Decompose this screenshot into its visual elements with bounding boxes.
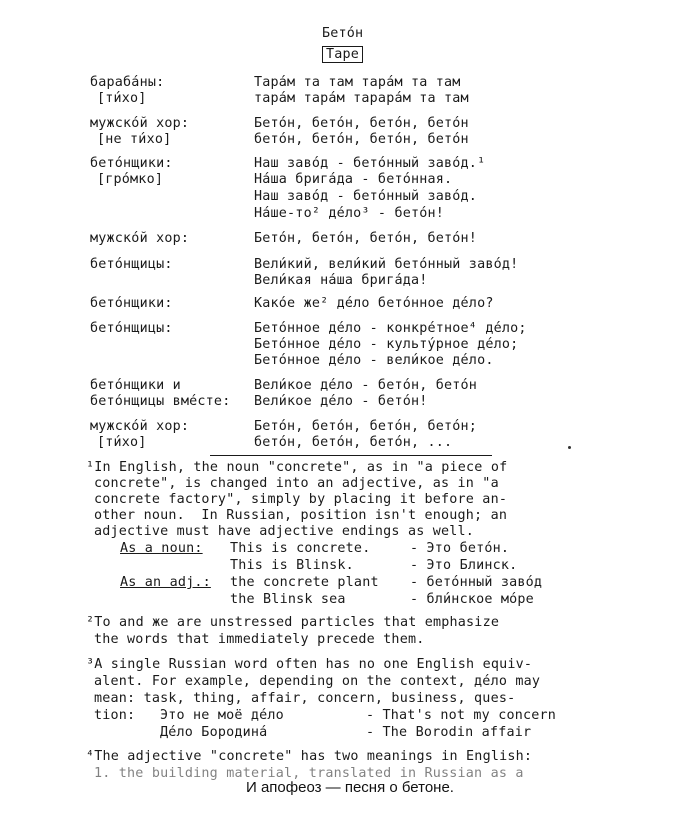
example-english: This is concrete. <box>230 541 371 556</box>
speaker-label: бето́нщицы вме́сте: <box>90 394 231 409</box>
scan-speck <box>568 446 571 449</box>
verse-line: Вели́кое де́ло - бето́н, бето́н <box>254 378 478 393</box>
footnote-line: mean: task, thing, affair, concern, business, ques- <box>94 691 516 706</box>
example-russian: - бли́нское мо́ре <box>410 592 534 607</box>
page-subtitle-box: Tape <box>322 46 363 63</box>
example-english: the Blinsk sea <box>230 592 346 607</box>
verse-line: Наш заво́д - бето́нный заво́д. <box>254 189 478 204</box>
verse-line: На́ша брига́да - бето́нная. <box>254 172 453 187</box>
speaker-label: мужско́й хор: <box>90 419 190 434</box>
example-russian: Это не моё де́ло <box>160 708 284 723</box>
verse-line: Бето́нное де́ло - культу́рное де́ло; <box>254 337 519 352</box>
speaker-label: бараба́ны: <box>90 75 165 90</box>
speaker-label: мужско́й хор: <box>90 231 190 246</box>
speaker-label: бето́нщики: <box>90 296 173 311</box>
example-english: - That's not my concern <box>366 708 557 723</box>
speaker-label: бето́нщицы: <box>90 257 173 272</box>
footnote-line: concrete", is changed into an adjective, as in "a <box>94 476 499 491</box>
example-english: - The Borodin affair <box>366 725 532 740</box>
speaker-label: мужско́й хор: <box>90 116 190 131</box>
example-label: As an adj.: <box>120 575 211 590</box>
example-english: the concrete plant <box>230 575 379 590</box>
verse-line: Вели́кая на́ша брига́да! <box>254 273 428 288</box>
footnote-line: ¹In English, the noun "concrete", as in "a piece of <box>86 460 508 475</box>
verse-line: бето́н, бето́н, бето́н, бето́н <box>254 132 469 147</box>
verse-line: На́ше-то² де́ло³ - бето́н! <box>254 206 445 221</box>
speaker-label: бето́нщики: <box>90 156 173 171</box>
stage-direction: [ти́хо] <box>97 91 147 106</box>
speaker-label: бето́нщицы: <box>90 321 173 336</box>
example-label: As a noun: <box>120 541 203 556</box>
verse-line: Наш заво́д - бето́нный заво́д.¹ <box>254 156 486 171</box>
footnote-line: ²To and же are unstressed particles that emphasize <box>86 615 500 630</box>
footnote-line: the words that immediately precede them. <box>94 632 425 647</box>
verse-line: Бето́н, бето́н, бето́н, бето́н <box>254 116 469 131</box>
verse-line: Вели́кое де́ло - бето́н! <box>254 394 428 409</box>
speaker-label: бето́нщики и <box>90 378 181 393</box>
footnote-line: alent. For example, depending on the context, де́ло may <box>94 674 541 689</box>
footnote-line: adjective must have adjective endings as well. <box>94 524 475 539</box>
verse-line: Бето́нное де́ло - конкре́тное⁴ де́ло; <box>254 321 527 336</box>
verse-line: Вели́кий, вели́кий бето́нный заво́д! <box>254 257 519 272</box>
verse-line: Тара́м та там тара́м та там <box>254 75 461 90</box>
verse-line: тара́м тара́м тарара́м та там <box>254 91 469 106</box>
verse-line: Бето́нное де́ло - вели́кое де́ло. <box>254 353 494 368</box>
example-russian: - Это бето́н. <box>410 541 510 556</box>
footnote-line: ³A single Russian word often has no one English equiv- <box>86 657 533 672</box>
verse-line: Како́е же² де́ло бето́нное де́ло? <box>254 296 494 311</box>
verse-line: Бето́н, бето́н, бето́н, бето́н! <box>254 231 478 246</box>
footnote-separator <box>210 455 492 456</box>
example-russian: - Это Блинск. <box>410 558 518 573</box>
example-english: This is Blinsk. <box>230 558 354 573</box>
stage-direction: [гро́мко] <box>97 172 164 187</box>
footnote-line-cutoff: 1. the building material, translated in Russian as a <box>94 766 524 781</box>
example-label: tion: <box>94 708 136 723</box>
example-russian: Де́ло Бородина́ <box>160 725 268 740</box>
verse-line: Бето́н, бето́н, бето́н, бето́н; <box>254 419 478 434</box>
stage-direction: [ти́хо] <box>97 435 147 450</box>
footnote-line: other noun. In Russian, position isn't enough; an <box>94 508 508 523</box>
image-caption: И апофеоз — песня о бетоне. <box>246 779 454 796</box>
example-russian: - бето́нный заво́д <box>410 575 543 590</box>
footnote-line: concrete factory", simply by placing it before an- <box>94 492 508 507</box>
stage-direction: [не ти́хо] <box>97 132 172 147</box>
footnote-line: ⁴The adjective "concrete" has two meanings in English: <box>86 749 533 764</box>
page-title: Бето́н <box>322 26 364 41</box>
verse-line: бето́н, бето́н, бето́н, ... <box>254 435 453 450</box>
